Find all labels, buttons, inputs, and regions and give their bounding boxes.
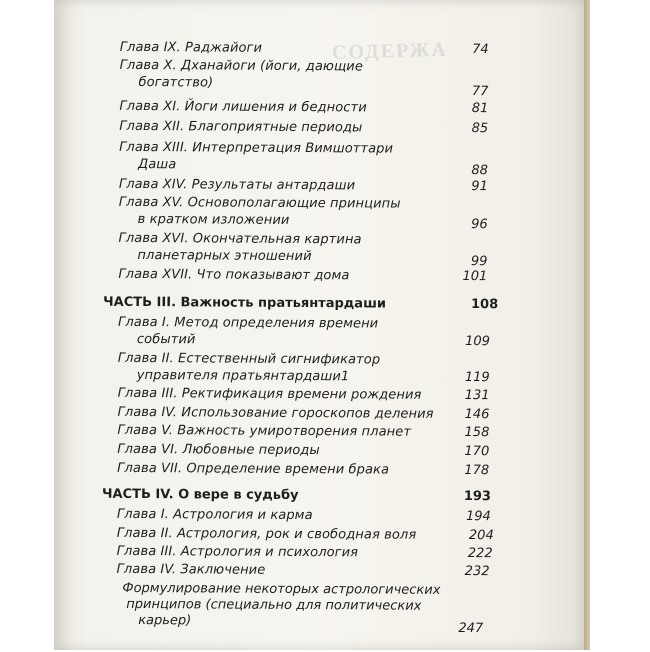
toc-page-number: 85 — [471, 121, 489, 137]
toc-line: Глава IV. Использование гороскопов деления — [117, 404, 434, 422]
toc-page-number: 178 — [464, 463, 490, 479]
toc-line: Глава IV. Заключение — [116, 561, 266, 578]
toc-page-number: 74 — [472, 42, 489, 58]
toc-page-number: 247 — [458, 620, 484, 637]
toc-line: Глава XI. Йоги лишения и бедности — [119, 98, 367, 116]
toc-page-number: 77 — [471, 84, 489, 100]
toc-line: Глава XIV. Результаты антардаши — [118, 176, 356, 194]
toc-page-number: 99 — [470, 254, 488, 270]
toc-line: Глава III. Астрология и психология — [116, 543, 359, 561]
part-title: ЧАСТЬ IV. О вере в судьбу — [101, 486, 299, 503]
toc-line: Глава XIII. Интерпретация Вимшоттари — [119, 139, 394, 157]
toc-page-number: 101 — [462, 268, 488, 285]
toc-line: Глава VI. Любовные периоды — [117, 441, 320, 459]
toc-line: событий — [136, 332, 196, 348]
toc-line: Формулирование некоторых астрологических — [122, 580, 441, 598]
toc-page-number: 88 — [471, 163, 489, 179]
toc-line: карьер) — [138, 613, 192, 629]
toc-page-number: 81 — [471, 101, 489, 117]
toc-page-number: 204 — [468, 528, 494, 544]
toc-line: Глава XVII. Что показывают дома — [118, 266, 350, 284]
toc-line: Глава VII. Определение времени брака — [117, 460, 390, 478]
toc-page-number: 170 — [464, 444, 490, 460]
toc-line: Даша — [137, 157, 177, 173]
toc-page-number: 119 — [464, 370, 490, 386]
toc-page-number: 194 — [465, 509, 491, 525]
toc-page-number: 232 — [464, 564, 490, 580]
bleed-through-title: СОДЕРЖА — [331, 38, 449, 64]
toc-page-number: 96 — [471, 217, 488, 233]
toc-line: в кратком изложении — [137, 212, 290, 228]
toc-page-number: 91 — [471, 179, 488, 195]
toc-line: Глава XII. Благоприятные периоды — [119, 118, 363, 136]
toc-line: Глава II. Астрология, рок и свободная воля — [116, 525, 417, 543]
toc-page-number: 109 — [465, 334, 490, 350]
toc-line: планетарных этношений — [137, 248, 312, 265]
toc-line: управителя пратьянтардаши1 — [136, 368, 350, 385]
toc-page-number: 222 — [467, 546, 493, 562]
part-title: ЧАСТЬ III. Важность пратьянтардаши — [103, 294, 387, 312]
toc-line: Глава X. Дханайоги (йоги, дающие — [119, 57, 364, 75]
toc-line: Глава IX. Раджайоги — [119, 39, 263, 56]
part-page-number: 108 — [470, 297, 499, 313]
part-page-number: 193 — [463, 489, 492, 505]
toc-line: Глава I. Астрология и карма — [116, 506, 313, 524]
toc-line: Глава XVI. Окончательная картина — [118, 230, 362, 248]
toc-page-number: 158 — [464, 425, 490, 441]
toc-line: Глава III. Ректификация времени рождения — [117, 385, 422, 403]
toc-line: Глава II. Естественный сигнификатор — [117, 350, 381, 368]
toc-line: богатство) — [138, 75, 214, 91]
toc-page-number: 146 — [464, 407, 490, 423]
toc-line: Глава I. Метод определения времени — [117, 314, 379, 332]
toc-line: Глава V. Важность умиротворения планет — [117, 422, 412, 440]
toc-line: Глава XV. Основополагающие принципы — [118, 194, 401, 212]
toc-page-number: 131 — [464, 388, 490, 404]
toc-line: принципов (специально для политических — [126, 596, 422, 614]
